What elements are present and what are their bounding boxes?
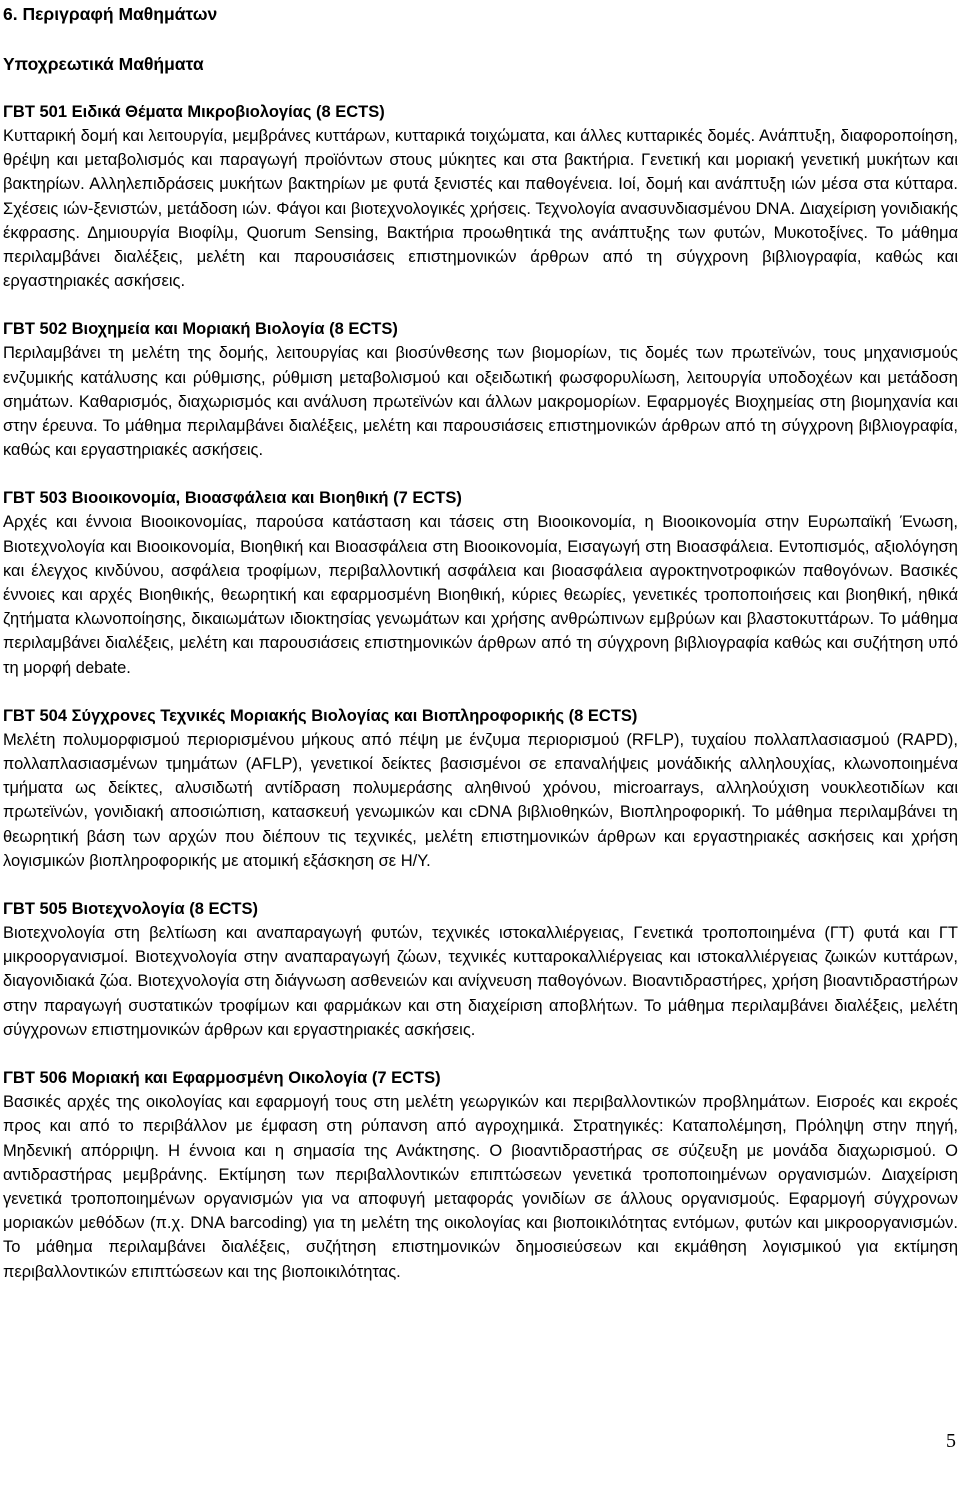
course-description: Κυτταρική δομή και λειτουργία, μεμβράνες κυττάρων, κυτταρικά τοιχώματα, και άλλες κυτταρικές δομές. Ανάπτυξη, διαφοροποίηση, θρέψη και μεταβολισμός και παραγωγή προϊόντων στους μύκητες και στα βακτήρια. Γενετική και μοριακή γενετική μυκήτων και βακτηρίων. Αλληλεπιδράσεις μυκήτων βακτηρίων με φυτά ξενιστές και παθογένεια. Ιοί, δομή και ανάπτυξη ιών μέσα στα κύτταρα. Σχέσεις ιών-ξενιστών, μετάδοση ιών. Φάγοι και βιοτεχνολογικές χρήσεις. Τεχνολογία ανασυνδιασμένου DNA. Διαχείριση γονιδιακής έκφρασης. Δημιουργία Βιοφίλμ, Quorum Sensing, Βακτήρια προωθητικά της ανάπτυξης των φυτών, Μυκοτοξίνες. Το μάθημα περιλαμβάνει διαλέξεις, μελέτη και παρουσιάσεις επιστημονικών άρθρων από τη σύγχρονη βιβλιογραφία, καθώς και εργαστηριακές ασκήσεις. <box>3 127 958 291</box>
section-title: 6. Περιγραφή Μαθημάτων <box>3 4 218 24</box>
course-description: Αρχές και έννοια Βιοοικονομίας, παρούσα κατάσταση και τάσεις στη Βιοοικονομία, η Βιοοικονομία στην Ευρωπαϊκή Ένωση, Βιοτεχνολογία και Βιοοικονομία, Βιοηθική και Βιοασφάλεια στη Βιοοικονομία, Εισαγωγή στη Βιοασφάλεια. Εντοπισμός, αξιολόγηση και έλεγχος κινδύνου, ασφάλεια τροφίμων, περιβαλλοντική ασφάλεια και βιοασφάλεια αγροκτηνοτροφικών παθογόνων. Βασικές έννοιες και αρχές Βιοηθικής, θεωρητική και εφαρμοσμένη Βιοηθική, κύριες θεωρίες, γενετικές τροποποιήσεις και βιοηθική, ηθικά ζητήματα κλωνοποίησης, δικαιωμάτων ιδιοκτησίας γενωμάτων και χρήσης ανθρώπινων εμβρύων και βλαστοκυττάρων. Το μάθημα περιλαμβάνει διαλέξεις, μελέτη και παρουσιάσεις επιστημονικών άρθρων από τη σύγχρονη βιβλιογραφία καθώς και συζήτηση υπό τη μορφή debate. <box>3 513 958 677</box>
course-description: Βασικές αρχές της οικολογίας και εφαρμογή τους στη μελέτη γεωργικών και περιβαλλοντικών προβλημάτων. Εισροές και εκροές προς και από το περιβάλλον με έμφαση στη ρύπανση από αγροχημικά. Στρατηγικές: Καταπολέμηση, Πρόληψη στην πηγή, Μηδενική απόρριψη. Η έννοια και η σημασία της Ανάκτησης. Ο βιοαντιδραστήρας σε σύζευξη με μονάδα διαχωρισμού. Ο αντιδραστήρας μεμβράνης. Εκτίμηση των περιβαλλοντικών επιπτώσεων γενετικά τροποποιημένων οργανισμών. Διαχείριση γενετικά τροποποιημένων οργανισμών για να αποφυγή μεταφοράς γονιδίων σε άλλους οργανισμούς. Εφαρμογή σύγχρονων μοριακών μεθόδων (π.χ. DNA barcoding) για τη μελέτη της οικολογίας και βιοποικιλότητας εντόμων, φυτών και μικροοργανισμών. Το μάθημα περιλαμβάνει διαλέξεις, συζήτηση επιστημονικών δημοσιεύσεων και εκμάθηση λογισμικού για εκτίμηση περιβαλλοντικών επιπτώσεων και της βιοποικιλότητας. <box>3 1093 958 1281</box>
course-gbt-504 <box>3 704 958 873</box>
document-page <box>3 0 958 1284</box>
course-gbt-502 <box>3 317 958 462</box>
course-gbt-506 <box>3 1066 958 1284</box>
course-title: ΓΒΤ 502 Βιοχημεία και Μοριακή Βιολογία (8 ECTS) <box>3 320 398 339</box>
course-description: Περιλαμβάνει τη μελέτη της δομής, λειτουργίας και βιοσύνθεσης των βιομορίων, τις δομές των πρωτεϊνών, τους μηχανισμούς ενζυμικής κατάλυσης και ρύθμισης, ρύθμιση μεταβολισμού και οξειδωτική φωσφορυλίωση, λειτουργία υποδοχέων και μετάδοση σημάτων. Καθαρισμός, διαχωρισμός και ανάλυση πρωτεϊνών και άλλων μακρομορίων. Εφαρμογές Βιοχημείας στη βιομηχανία και στην έρευνα. Το μάθημα περιλαμβάνει διαλέξεις, μελέτη και παρουσιάσεις επιστημονικών άρθρων από τη σύγχρονη βιβλιογραφία, καθώς και εργαστηριακές ασκήσεις. <box>3 344 958 460</box>
course-title: ΓΒΤ 501 Ειδικά Θέματα Μικροβιολογίας (8 ECTS) <box>3 103 385 121</box>
page-number: 5 <box>946 1430 956 1452</box>
course-gbt-503 <box>3 486 958 679</box>
course-gbt-505 <box>3 897 958 1042</box>
course-title: ΓΒΤ 504 Σύγχρονες Τεχνικές Μοριακής Βιολογίας και Βιοπληροφορικής (8 ECTS) <box>3 706 638 725</box>
course-gbt-501 <box>3 100 958 293</box>
course-title: ΓΒΤ 506 Μοριακή και Εφαρμοσμένη Οικολογία (7 ECTS) <box>3 1069 441 1088</box>
course-title: ΓΒΤ 505 Βιοτεχνολογία (8 ECTS) <box>3 900 258 919</box>
course-description: Μελέτη πολυμορφισμού περιορισμένου μήκους από πέψη με ένζυμα περιορισμού (RFLP), τυχαίου πολλαπλασιασμού (RAPD), πολλαπλασιασμένων τμημάτων (AFLP), γενετικοί δείκτες βασισμένοι σε επαναλήψεις μονάδικής αλληλουχίας, κλωνοποιημένα τμήματα ως δείκτες, αλυσιδωτή αντίδραση πολυμεράσης αληθινού χρόνου, microarrays, αλληλούχιση νουκλεοτιδίων και πρωτεϊνών, γονιδιακή αποσιώπιση, κατασκευή γενωμικών και cDNA βιβλιοθηκών, Βιοπληροφορική. Το μάθημα περιλαμβάνει τη θεωρητική βάση των αρχών που διέπουν τις τεχνικές, μελέτη επιστημονικών άρθρων και εργαστηριακές ασκήσεις και χρήση λογισμικών βιοπληροφορικής με ατομική εξάσκηση σε Η/Υ. <box>3 730 958 870</box>
course-description: Βιοτεχνολογία στη βελτίωση και αναπαραγωγή φυτών, τεχνικές ιστοκαλλιέργειας, Γενετικά τροποποιημένα (ΓΤ) φυτά και ΓΤ μικροοργανισμοί. Βιοτεχνολογία στην αναπαραγωγή ζώων, τεχνικές κυτταροκαλλιέργειας και ιστοκαλλιέργειας ζωικών κυττάρων, διαγονιδιακά ζώα. Βιοτεχνολογία στη διάγνωση ασθενειών και ανίχνευση παθογόνων. Βιοαντιδραστήρες, χρήση βιοαντιδραστήρων στην παραγωγή συστατικών τροφίμων και φαρμάκων και στη διαχείριση αποβλήτων. Το μάθημα περιλαμβάνει διαλέξεις, μελέτη σύγχρονων επιστημονικών άρθρων και εργαστηριακές ασκήσεις. <box>3 924 958 1039</box>
course-title: ΓΒΤ 503 Βιοοικονομία, Βιοασφάλεια και Βιοηθική (7 ECTS) <box>3 489 462 508</box>
subsection-title: Υποχρεωτικά Μαθήματα <box>3 54 204 74</box>
